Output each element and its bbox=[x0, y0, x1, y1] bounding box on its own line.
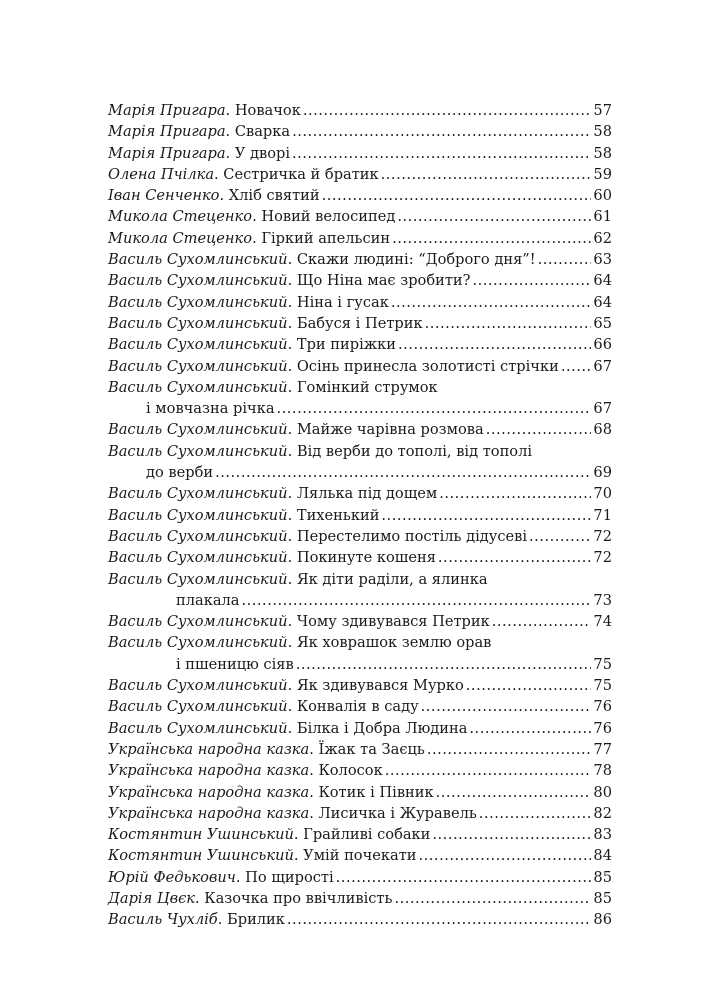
toc-title: . Брилик bbox=[217, 911, 285, 929]
table-of-contents bbox=[108, 100, 612, 931]
toc-title: . Котик і Півник bbox=[309, 783, 434, 801]
leader-dots bbox=[419, 845, 592, 866]
toc-author: Василь Сухомлинський bbox=[108, 378, 288, 396]
toc-entry bbox=[108, 292, 612, 313]
toc-author: Василь Сухомлинський bbox=[108, 527, 288, 545]
toc-title: . Хліб святий bbox=[219, 187, 320, 205]
toc-title: . Лисичка і Журавель bbox=[309, 804, 477, 822]
toc-entry bbox=[108, 718, 612, 739]
toc-title: . Сварка bbox=[225, 123, 291, 141]
leader-dots bbox=[381, 164, 592, 185]
toc-title: . Що Ніна має зробити? bbox=[287, 272, 471, 290]
toc-entry bbox=[108, 526, 612, 547]
toc-title: . Тихенький bbox=[287, 506, 380, 524]
toc-author: Василь Сухомлинський bbox=[108, 677, 288, 695]
toc-title: . Конвалія в саду bbox=[287, 698, 419, 716]
toc-author: Дарія Цвєк bbox=[108, 889, 195, 907]
toc-entry bbox=[108, 441, 612, 484]
toc-title: . Новачок bbox=[225, 102, 301, 119]
toc-author: Василь Сухомлинський bbox=[108, 314, 288, 332]
toc-title: . По щирості bbox=[235, 868, 334, 886]
toc-page-number: 57 bbox=[593, 102, 612, 119]
toc-author: Олена Пчілка bbox=[108, 165, 215, 183]
toc-title: . Умій почекати bbox=[293, 847, 417, 865]
toc-entry bbox=[108, 888, 612, 909]
toc-entry bbox=[108, 547, 612, 568]
toc-entry bbox=[108, 249, 612, 270]
toc-author: Іван Сенченко bbox=[108, 187, 220, 205]
toc-author: Марія Пригара bbox=[108, 123, 226, 141]
toc-title-continuation: і мовчазна річка bbox=[146, 400, 275, 418]
toc-title: . Осінь принесла золотисті стрічки bbox=[287, 357, 559, 375]
toc-page-number: 67 bbox=[593, 400, 612, 418]
toc-page-number: 76 bbox=[593, 719, 612, 737]
toc-author: Костянтин Ушинський bbox=[108, 826, 294, 844]
toc-author: Микола Стеценко bbox=[108, 208, 253, 226]
leader-dots bbox=[381, 505, 591, 526]
toc-title: . Бабуся і Петрик bbox=[287, 314, 423, 332]
leader-dots bbox=[561, 356, 592, 377]
toc-author: Українська народна казка bbox=[108, 804, 310, 822]
toc-entry bbox=[108, 909, 612, 930]
toc-author: Василь Сухомлинський bbox=[108, 570, 288, 588]
toc-entry bbox=[108, 356, 612, 377]
toc-title: . Гомінкий струмок bbox=[287, 378, 438, 396]
toc-author: Василь Сухомлинський bbox=[108, 634, 288, 652]
toc-page-number: 63 bbox=[593, 251, 612, 269]
toc-page-number: 82 bbox=[593, 804, 612, 822]
toc-entry bbox=[108, 760, 612, 781]
toc-entry bbox=[108, 824, 612, 845]
toc-page-number: 71 bbox=[593, 506, 612, 524]
toc-author: Марія Пригара bbox=[108, 102, 226, 119]
toc-entry bbox=[108, 675, 612, 696]
toc-entry bbox=[108, 185, 612, 206]
toc-entry bbox=[108, 206, 612, 227]
leader-dots bbox=[322, 185, 592, 206]
toc-page-number: 74 bbox=[593, 613, 612, 631]
toc-title: . Казочка про ввічливість bbox=[195, 889, 393, 907]
toc-title: . Сестричка й братик bbox=[214, 165, 379, 183]
toc-page-number: 64 bbox=[593, 293, 612, 311]
toc-title: . Майже чарівна розмова bbox=[287, 421, 484, 439]
toc-entry bbox=[108, 313, 612, 334]
toc-page-number: 58 bbox=[593, 123, 612, 141]
toc-entry bbox=[108, 845, 612, 866]
toc-page-number: 86 bbox=[593, 911, 612, 929]
toc-author: Василь Сухомлинський bbox=[108, 251, 288, 269]
leader-dots bbox=[336, 867, 592, 888]
toc-title: . Від верби до тополі, від тополі bbox=[287, 442, 533, 460]
toc-author: Василь Сухомлинський bbox=[108, 357, 288, 375]
toc-title: . Грайливі собаки bbox=[293, 826, 431, 844]
toc-page-number: 85 bbox=[593, 889, 612, 907]
toc-page-number: 75 bbox=[593, 677, 612, 695]
toc-title: . Їжак та Заєць bbox=[309, 740, 425, 758]
toc-entry bbox=[108, 164, 612, 185]
toc-author: Василь Сухомлинський bbox=[108, 613, 288, 631]
toc-author: Василь Сухомлинський bbox=[108, 549, 288, 567]
toc-author: Микола Стеценко bbox=[108, 229, 253, 247]
leader-dots bbox=[439, 483, 591, 504]
leader-dots bbox=[296, 654, 592, 675]
leader-dots bbox=[392, 228, 591, 249]
toc-title: . Чому здивувався Петрик bbox=[287, 613, 490, 631]
leader-dots bbox=[479, 803, 592, 824]
toc-page-number: 80 bbox=[593, 783, 612, 801]
toc-entry bbox=[108, 121, 612, 142]
leader-dots bbox=[466, 675, 592, 696]
toc-title-continuation: плакала bbox=[176, 591, 240, 609]
toc-entry bbox=[108, 228, 612, 249]
toc-page-number: 66 bbox=[593, 336, 612, 354]
leader-dots bbox=[215, 462, 591, 483]
toc-page-number: 78 bbox=[593, 762, 612, 780]
toc-title: . Гіркий апельсин bbox=[252, 229, 391, 247]
toc-title: . Білка і Добра Людина bbox=[287, 719, 468, 737]
toc-author: Василь Сухомлинський bbox=[108, 442, 288, 460]
leader-dots bbox=[303, 100, 592, 121]
toc-entry bbox=[108, 377, 612, 420]
toc-entry bbox=[108, 739, 612, 760]
toc-page-number: 84 bbox=[593, 847, 612, 865]
leader-dots bbox=[391, 292, 592, 313]
leader-dots bbox=[397, 206, 591, 227]
toc-title: . Лялька під дощем bbox=[287, 485, 438, 503]
toc-entry bbox=[108, 505, 612, 526]
leader-dots bbox=[472, 270, 591, 291]
toc-entry bbox=[108, 419, 612, 440]
leader-dots bbox=[385, 760, 592, 781]
toc-entry bbox=[108, 867, 612, 888]
toc-author: Українська народна казка bbox=[108, 740, 310, 758]
toc-author: Василь Сухомлинський bbox=[108, 421, 288, 439]
leader-dots bbox=[277, 398, 592, 419]
toc-page-number: 72 bbox=[593, 527, 612, 545]
toc-page-number: 61 bbox=[593, 208, 612, 226]
leader-dots bbox=[421, 696, 592, 717]
toc-page-number: 59 bbox=[593, 165, 612, 183]
toc-page-number: 64 bbox=[593, 272, 612, 290]
toc-page-number: 60 bbox=[593, 187, 612, 205]
toc-page-number: 65 bbox=[593, 314, 612, 332]
toc-entry bbox=[108, 100, 612, 121]
toc-author: Костянтин Ушинський bbox=[108, 847, 294, 865]
toc-title: . Покинуте кошеня bbox=[287, 549, 436, 567]
toc-title: . Перестелимо постіль дідусеві bbox=[287, 527, 528, 545]
toc-page-number: 69 bbox=[593, 464, 612, 482]
toc-author: Василь Сухомлинський bbox=[108, 272, 288, 290]
toc-entry bbox=[108, 334, 612, 355]
toc-author: Василь Сухомлинський bbox=[108, 485, 288, 503]
toc-entry bbox=[108, 270, 612, 291]
toc-author: Юрій Федькович bbox=[108, 868, 236, 886]
leader-dots bbox=[469, 718, 591, 739]
leader-dots bbox=[425, 313, 592, 334]
toc-page-number: 68 bbox=[593, 421, 612, 439]
toc-page-number: 77 bbox=[593, 740, 612, 758]
toc-page-number: 73 bbox=[593, 591, 612, 609]
leader-dots bbox=[438, 547, 592, 568]
leader-dots bbox=[242, 590, 592, 611]
toc-title: . Як ховрашок землю орав bbox=[287, 634, 492, 652]
toc-title: . Як діти раділи, а ялинка bbox=[287, 570, 488, 588]
toc-entry bbox=[108, 611, 612, 632]
toc-page-number: 76 bbox=[593, 698, 612, 716]
toc-title: . Як здивувався Мурко bbox=[287, 677, 464, 695]
toc-page-number: 75 bbox=[593, 655, 612, 673]
toc-title: . Скажи людині: “Доброго дня”! bbox=[287, 251, 536, 269]
leader-dots bbox=[538, 249, 592, 270]
leader-dots bbox=[287, 909, 592, 930]
leader-dots bbox=[492, 611, 592, 632]
toc-page-number: 62 bbox=[593, 229, 612, 247]
toc-title-continuation: до верби bbox=[146, 464, 214, 482]
toc-title: . Новий велосипед bbox=[252, 208, 396, 226]
toc-author: Українська народна казка bbox=[108, 783, 310, 801]
toc-page-number: 83 bbox=[593, 826, 612, 844]
leader-dots bbox=[394, 888, 591, 909]
toc-author: Василь Сухомлинський bbox=[108, 719, 288, 737]
toc-author: Василь Сухомлинський bbox=[108, 698, 288, 716]
toc-entry bbox=[108, 483, 612, 504]
toc-author: Василь Сухомлинський bbox=[108, 293, 288, 311]
toc-entry bbox=[108, 143, 612, 164]
toc-entry bbox=[108, 782, 612, 803]
leader-dots bbox=[529, 526, 591, 547]
toc-page-number: 85 bbox=[593, 868, 612, 886]
toc-author: Марія Пригара bbox=[108, 144, 226, 162]
toc-page-number: 72 bbox=[593, 549, 612, 567]
leader-dots bbox=[486, 419, 592, 440]
leader-dots bbox=[427, 739, 592, 760]
toc-title-continuation: і пшеницю сіяв bbox=[176, 655, 294, 673]
toc-title: . Три пиріжки bbox=[287, 336, 397, 354]
toc-entry bbox=[108, 569, 612, 612]
toc-author: Василь Сухомлинський bbox=[108, 336, 288, 354]
toc-entry bbox=[108, 696, 612, 717]
toc-entry bbox=[108, 803, 612, 824]
leader-dots bbox=[292, 143, 591, 164]
toc-author: Василь Сухомлинський bbox=[108, 506, 288, 524]
leader-dots bbox=[398, 334, 591, 355]
leader-dots bbox=[436, 782, 592, 803]
leader-dots bbox=[432, 824, 591, 845]
toc-title: . Колосок bbox=[309, 762, 383, 780]
toc-title: . У дворі bbox=[225, 144, 291, 162]
toc-author: Василь Чухліб bbox=[108, 911, 218, 929]
toc-page-number: 70 bbox=[593, 485, 612, 503]
leader-dots bbox=[292, 121, 591, 142]
toc-title: . Ніна і гусак bbox=[287, 293, 389, 311]
toc-page-number: 67 bbox=[593, 357, 612, 375]
toc-author: Українська народна казка bbox=[108, 762, 310, 780]
toc-entry bbox=[108, 632, 612, 675]
toc-page-number: 58 bbox=[593, 144, 612, 162]
